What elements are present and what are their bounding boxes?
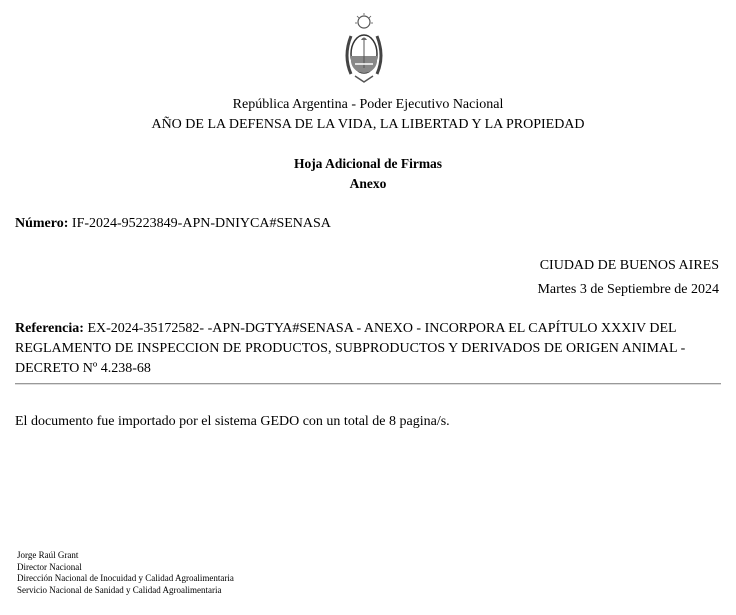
coat-of-arms-icon xyxy=(339,12,389,84)
signer-role: Director Nacional xyxy=(17,561,82,572)
signer-block xyxy=(17,550,234,596)
header-year-motto: AÑO DE LA DEFENSA DE LA VIDA, LA LIBERTAD Y LA PROPIEDAD xyxy=(151,117,585,132)
document-title: Hoja Adicional de Firmas xyxy=(293,156,443,171)
reference-label: Referencia: xyxy=(15,321,84,336)
reference-value: EX-2024-35172582- -APN-DGTYA#SENASA - ANEXO - INCORPORA EL CAPÍTULO XXXIV DEL REGLAMENTO DE INSPECCION DE PRODUCTOS, SUBPRODUCTOS Y DERIVADOS DE ORIGEN ANIMAL - DECRETO Nº 4.238-68 xyxy=(15,321,686,376)
date: Martes 3 de Septiembre de 2024 xyxy=(537,282,719,297)
header-country: República Argentina - Poder Ejecutivo Nacional xyxy=(232,97,504,112)
signer-office: Dirección Nacional de Inocuidad y Calidad Agroalimentaria xyxy=(17,573,234,583)
document-number-label: Número: xyxy=(15,216,69,231)
body-text: El documento fue importado por el sistema GEDO con un total de 8 pagina/s. xyxy=(15,414,450,429)
signer-name: Jorge Raúl Grant xyxy=(17,550,79,560)
document-number-value: IF-2024-95223849-APN-DNIYCA#SENASA xyxy=(71,216,331,231)
document-number xyxy=(15,216,331,232)
document-subtitle: Anexo xyxy=(349,176,387,191)
reference xyxy=(15,319,715,379)
signer-agency: Servicio Nacional de Sanidad y Calidad Agroalimentaria xyxy=(17,584,222,595)
divider xyxy=(15,383,721,385)
place: CIUDAD DE BUENOS AIRES xyxy=(539,258,719,273)
